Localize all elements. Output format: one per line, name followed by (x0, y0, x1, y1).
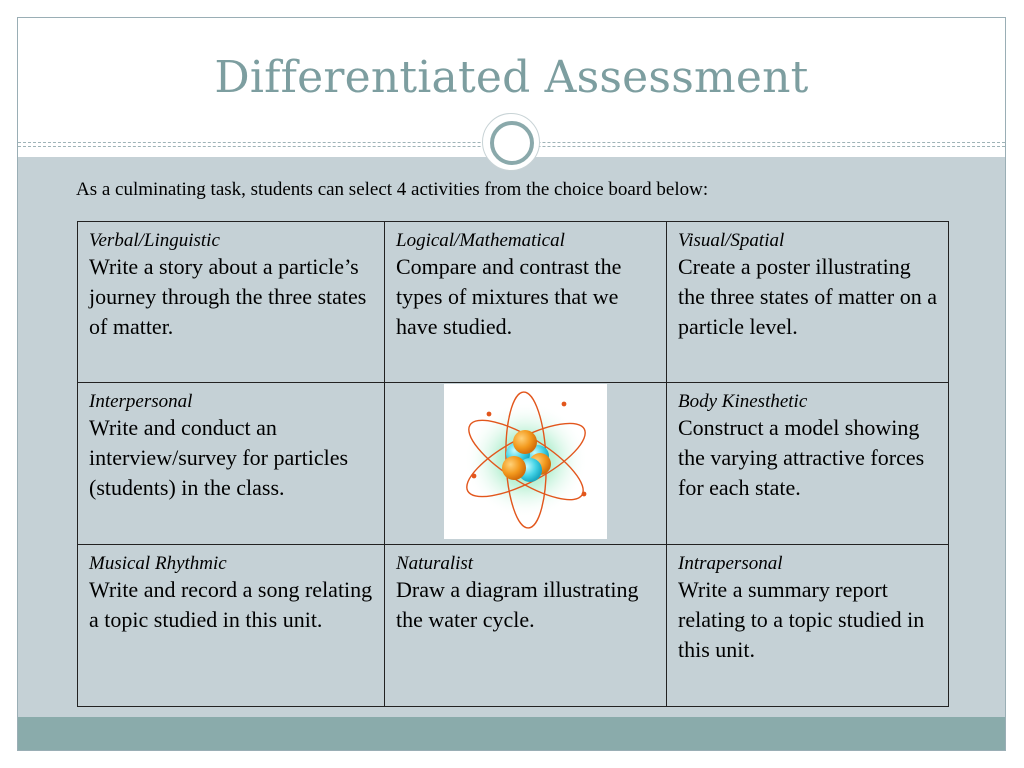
cell-description: Compare and contrast the types of mixtures that we have studied. (396, 254, 622, 339)
cell-category: Body Kinesthetic (678, 391, 808, 412)
atom-icon (444, 384, 607, 539)
cell-category: Interpersonal (89, 391, 193, 412)
image-cell (385, 383, 667, 545)
intro-text: As a culminating task, students can select 4 activities from the choice board below: (76, 179, 709, 200)
choice-cell-intrapersonal (667, 545, 949, 707)
cell-description: Draw a diagram illustrating the water cycle. (396, 577, 639, 632)
circle-ornament-icon (482, 113, 540, 171)
cell-description: Write and record a song relating a topic studied in this unit. (89, 577, 373, 632)
cell-description: Write and conduct an interview/survey for particles (students) in the class. (89, 415, 349, 500)
cell-category: Naturalist (396, 553, 474, 574)
choice-cell-visual-spatial (667, 222, 949, 383)
slide-title: Differentiated Assessment (214, 52, 809, 103)
cell-description: Write a story about a particle’s journey through the three states of matter. (89, 254, 367, 339)
choice-cell-verbal-linguistic (78, 222, 385, 383)
cell-category: Verbal/Linguistic (89, 230, 220, 251)
cell-category: Musical Rhythmic (89, 553, 227, 574)
cell-category: Intrapersonal (678, 553, 783, 574)
atom-illustration (444, 384, 607, 539)
table-row (78, 222, 949, 383)
cell-category: Logical/Mathematical (396, 230, 565, 251)
footer-band (18, 717, 1005, 751)
cell-description: Construct a model showing the varying attractive forces for each state. (678, 415, 925, 500)
cell-category: Visual/Spatial (678, 230, 785, 251)
table-row (78, 545, 949, 707)
choice-cell-body-kinesthetic (667, 383, 949, 545)
choice-cell-naturalist (385, 545, 667, 707)
choice-cell-logical-mathematical (385, 222, 667, 383)
table-row (78, 383, 949, 545)
cell-description: Write a summary report relating to a topic studied in this unit. (678, 577, 925, 662)
slide (17, 17, 1006, 751)
circle-ornament-ring (490, 121, 534, 165)
cell-description: Create a poster illustrating the three states of matter on a particle level. (678, 254, 938, 339)
choice-cell-musical-rhythmic (78, 545, 385, 707)
choice-cell-interpersonal (78, 383, 385, 545)
choice-board (77, 221, 949, 707)
